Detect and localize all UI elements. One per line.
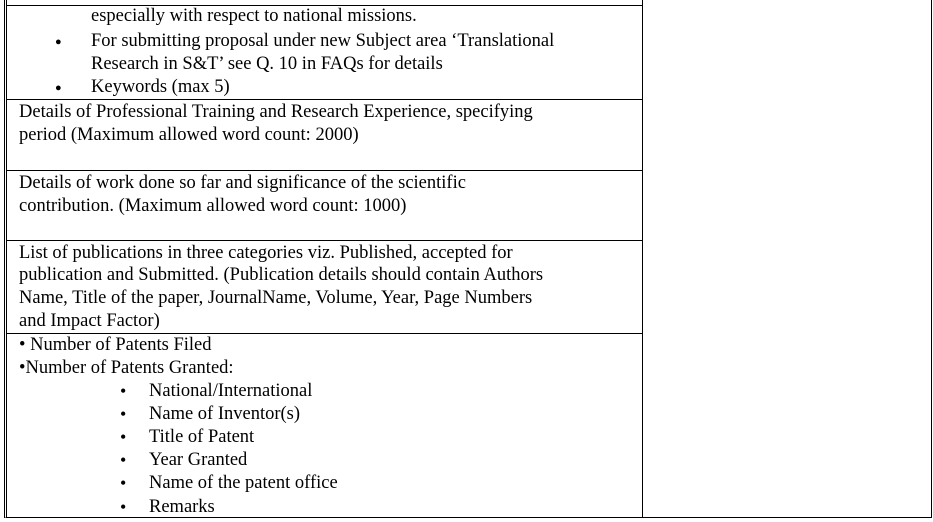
bullet-icon: ● <box>55 82 62 94</box>
cell5-top-line-1: • Number of Patents Filed <box>19 335 212 355</box>
cell4-line-3: Name, Title of the paper, JournalName, Volume, Year, Page Numbers <box>19 288 533 308</box>
column-divider <box>642 0 643 518</box>
cell1-bullet-1-line1: For submitting proposal under new Subject area ‘Translational <box>91 31 555 51</box>
cell5-sub-item-4: Year Granted <box>149 450 248 470</box>
cell4-line-2: publication and Submitted. (Publication details should contain Authors <box>19 265 544 285</box>
sub-bullet-icon: • <box>120 450 127 470</box>
sub-bullet-icon: • <box>120 404 127 424</box>
sub-bullet-icon: • <box>120 497 127 517</box>
cell4-line-4: and Impact Factor) <box>19 311 160 331</box>
cell5-sub-item-1: National/International <box>149 381 313 401</box>
sub-bullet-icon: • <box>120 473 127 493</box>
cell5-sub-item-2: Name of Inventor(s) <box>149 404 301 424</box>
cell3-line-2: contribution. (Maximum allowed word count: 1000) <box>19 196 407 216</box>
cell1-continuation-text: especially with respect to national missions. <box>91 6 417 26</box>
cell5-sub-item-3: Title of Patent <box>149 427 255 447</box>
sub-bullet-icon: • <box>120 427 127 447</box>
row-divider <box>7 99 643 100</box>
cell3-line-1: Details of work done so far and significance of the scientific <box>19 173 466 193</box>
sub-bullet-icon: • <box>120 381 127 401</box>
row-divider <box>7 170 643 171</box>
cell1-bullet-1-line2: Research in S&T’ see Q. 10 in FAQs for details <box>91 54 443 74</box>
cell5-sub-item-5: Name of the patent office <box>149 473 338 493</box>
cell4-line-1: List of publications in three categories viz. Published, accepted for <box>19 243 513 263</box>
cell2-line-1: Details of Professional Training and Research Experience, specifying <box>19 102 533 122</box>
bullet-icon: ● <box>55 36 62 48</box>
cell5-sub-item-6: Remarks <box>149 497 215 517</box>
row-divider <box>7 240 643 241</box>
cell5-top-line-2: •Number of Patents Granted: <box>19 358 234 378</box>
cell1-bullet-2-line1: Keywords (max 5) <box>91 77 230 97</box>
cell2-line-2: period (Maximum allowed word count: 2000) <box>19 125 359 145</box>
